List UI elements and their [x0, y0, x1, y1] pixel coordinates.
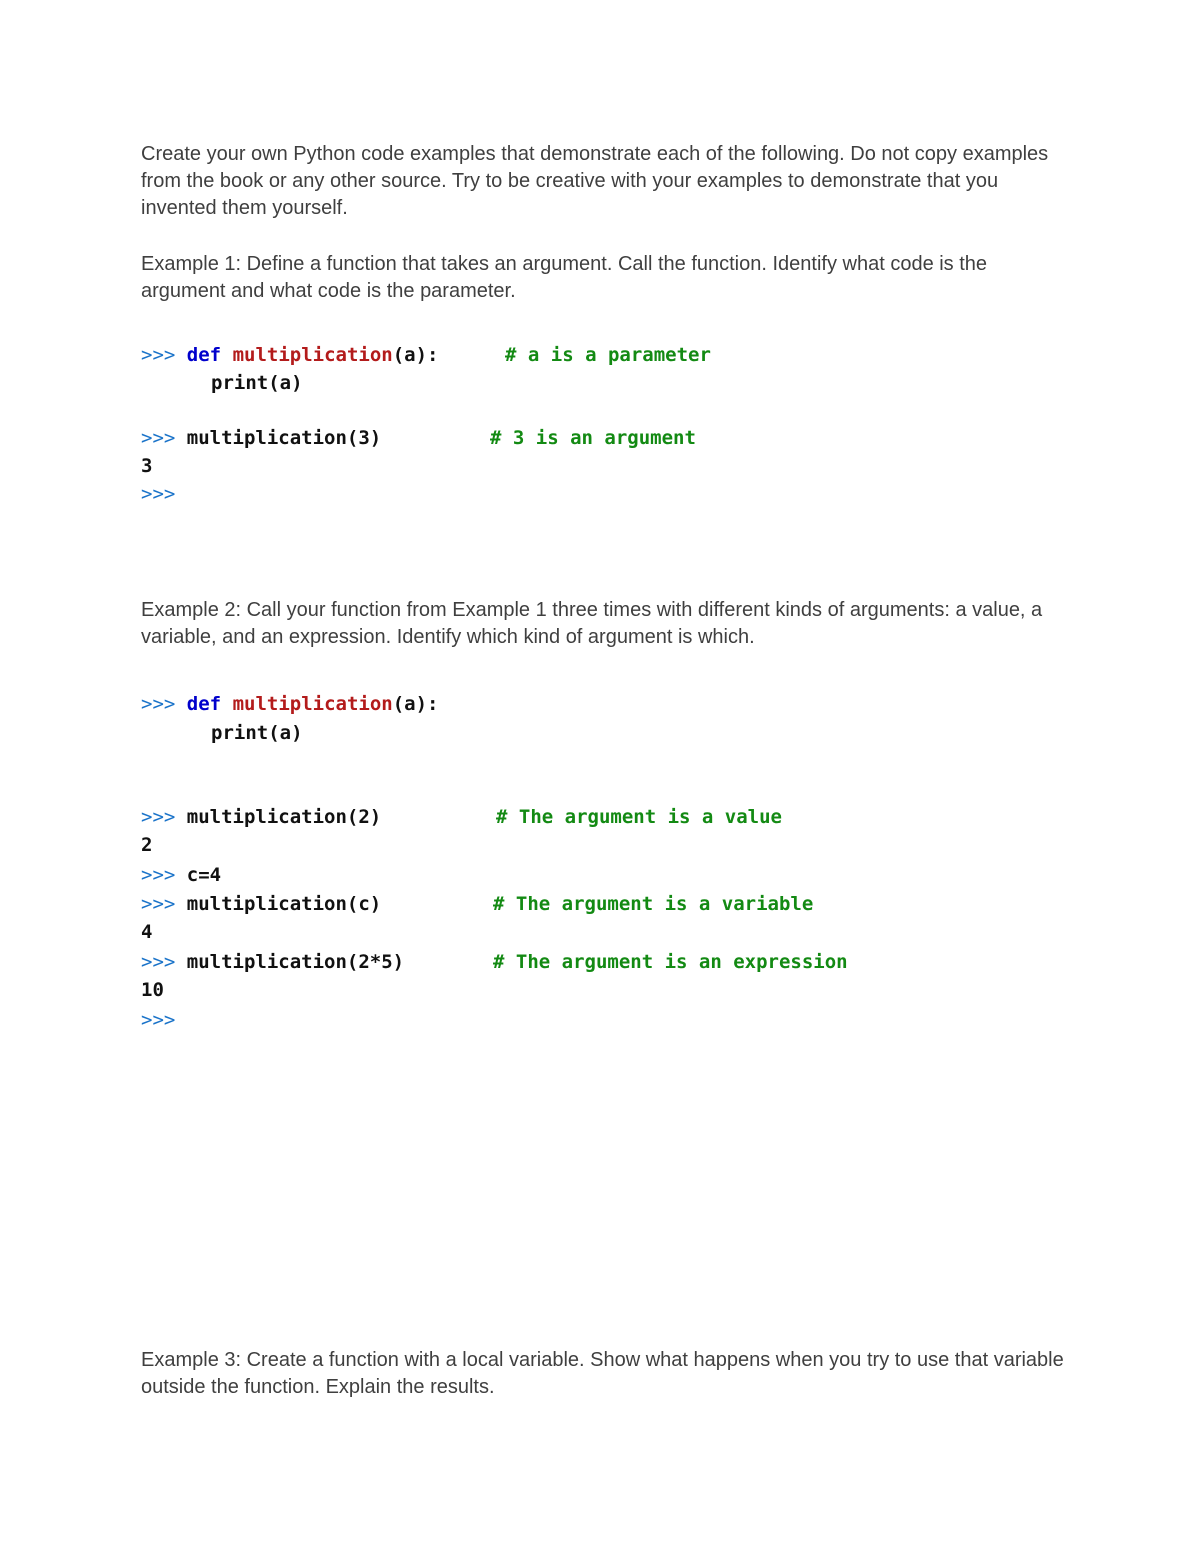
- example2-comment1: # The argument is a value: [496, 806, 782, 828]
- assign-expression: c=4: [186, 864, 222, 886]
- def-keyword: def: [186, 693, 222, 715]
- example3-heading: Example 3: Create a function with a local variable. Show what happens when you try to use that variable outside the function. Explain the results.: [141, 1349, 1064, 1398]
- function-name: multiplication: [232, 693, 393, 715]
- example1-heading: Example 1: Define a function that takes an argument. Call the function. Identify what code is the argument and what code is the parameter.: [141, 253, 988, 302]
- example2-body-line: print(a): [211, 722, 303, 744]
- example2-call3-line: [141, 950, 404, 974]
- example2-def-line: [141, 692, 438, 716]
- example2-comment3: # The argument is an expression: [493, 951, 848, 973]
- example1-def-comment: # a is a parameter: [505, 344, 711, 366]
- example2-call2-line: [141, 892, 381, 916]
- example2-out1: 2: [141, 834, 153, 856]
- example2-trailing-prompt: >>>: [141, 1009, 176, 1031]
- call-expression: multiplication(2*5): [186, 951, 405, 973]
- function-name: multiplication: [232, 344, 393, 366]
- example2-out3: 10: [141, 979, 164, 1001]
- example2-heading: Example 2: Call your function from Example 1 three times with different kinds of arguments: a value, a variable, and an expression. Identify which kind of argument is which.: [141, 599, 1043, 648]
- def-args: (a):: [392, 693, 439, 715]
- prompt: >>>: [141, 427, 176, 449]
- def-args: (a):: [392, 344, 439, 366]
- example1-trailing-prompt: >>>: [141, 483, 176, 505]
- call-expression: multiplication(c): [186, 893, 382, 915]
- prompt: >>>: [141, 864, 176, 886]
- example1-call-comment: # 3 is an argument: [490, 427, 696, 449]
- example1-body-line: print(a): [211, 372, 303, 394]
- example2-call1-line: [141, 805, 381, 829]
- prompt: >>>: [141, 806, 176, 828]
- intro-paragraph: Create your own Python code examples that demonstrate each of the following. Do not copy examples from the book or any other source. Try to be creative with your examples to demonstrate that you invented them yourself.: [141, 143, 1049, 219]
- prompt: >>>: [141, 893, 176, 915]
- prompt: >>>: [141, 344, 176, 366]
- example2-assign-line: [141, 863, 221, 887]
- example2-comment2: # The argument is a variable: [493, 893, 814, 915]
- call-expression: multiplication(2): [186, 806, 382, 828]
- prompt: >>>: [141, 951, 176, 973]
- example1-def-line: [141, 343, 438, 367]
- example1-call-line: [141, 426, 381, 450]
- example1-output: 3: [141, 455, 153, 477]
- call-expression: multiplication(3): [186, 427, 382, 449]
- example2-out2: 4: [141, 921, 153, 943]
- prompt: >>>: [141, 693, 176, 715]
- def-keyword: def: [186, 344, 222, 366]
